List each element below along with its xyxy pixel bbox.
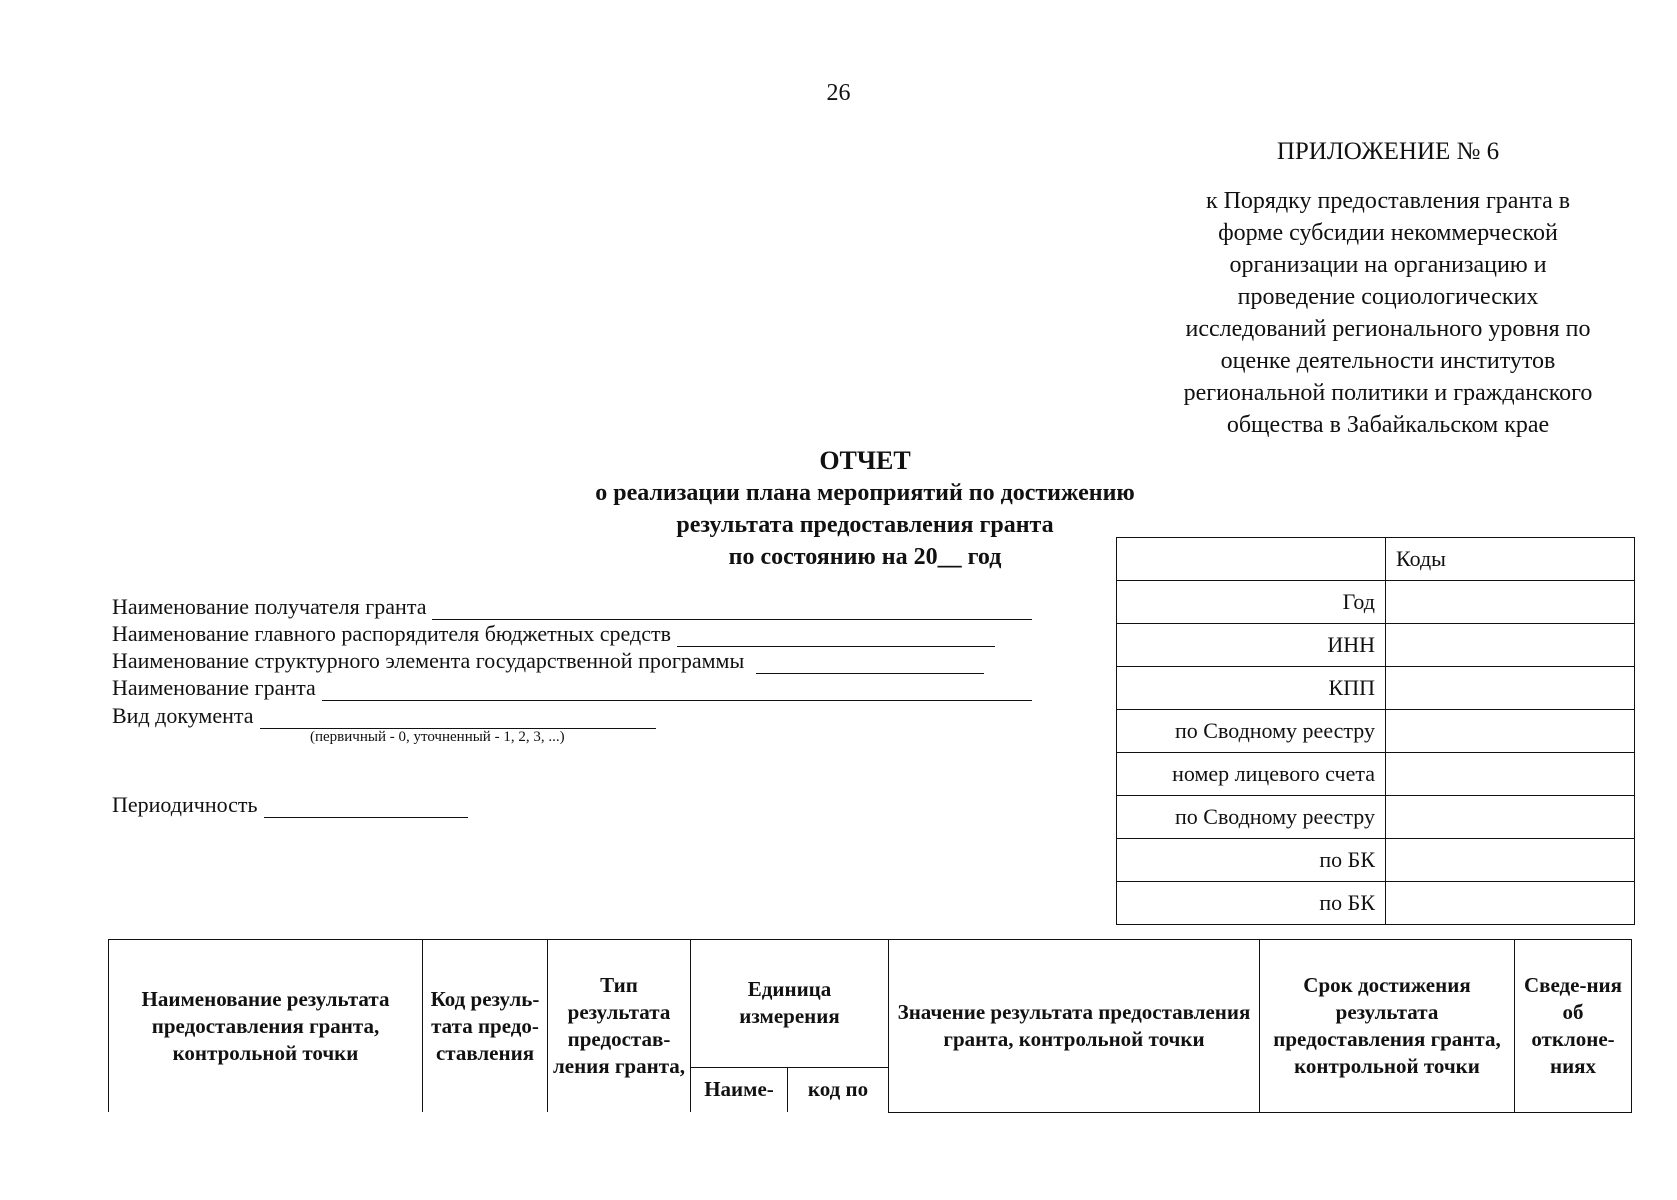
codes-row-label: по Сводному реестру [1117, 796, 1386, 839]
col-header-result-name: Наименование результата предоставления гранта, контрольной точки [109, 940, 423, 1113]
codes-row-label: номер лицевого счета [1117, 753, 1386, 796]
recipient-field [112, 594, 1032, 620]
codes-row-label: КПП [1117, 667, 1386, 710]
grant-name-label: Наименование гранта [112, 675, 316, 700]
appendix-line: организации на организацию и [1229, 252, 1547, 278]
codes-row-value[interactable] [1386, 753, 1635, 796]
codes-row-label: Год [1117, 581, 1386, 624]
codes-row [1117, 710, 1635, 753]
codes-row-label: по БК [1117, 839, 1386, 882]
appendix-line: форме субсидии некоммерческой [1218, 220, 1558, 246]
col-header-result-code: Код резуль-тата предо-ставления [423, 940, 548, 1113]
codes-row [1117, 581, 1635, 624]
doc-type-hint: (первичный - 0, уточненный - 1, 2, 3, ...) [310, 729, 565, 745]
results-table [108, 939, 1632, 1113]
codes-row [1117, 667, 1635, 710]
doc-type-field [112, 703, 656, 729]
codes-row-value[interactable] [1386, 581, 1635, 624]
codes-row [1117, 882, 1635, 925]
doc-type-label: Вид документа [112, 703, 254, 728]
col-header-value: Значение результата предоставления гранта, контрольной точки [889, 940, 1260, 1113]
appendix-description [1120, 185, 1656, 441]
codes-row-value[interactable] [1386, 624, 1635, 667]
codes-row [1117, 839, 1635, 882]
recipient-blank[interactable] [432, 599, 1032, 620]
codes-header-row [1117, 538, 1635, 581]
periodicity-blank[interactable] [264, 797, 468, 818]
col-header-unit-name: Наиме- [691, 1067, 788, 1112]
structural-element-label: Наименование структурного элемента государственной программы [112, 648, 745, 673]
codes-row-label: по БК [1117, 882, 1386, 925]
structural-element-blank[interactable] [756, 653, 984, 674]
col-header-unit: Единица измерения [691, 940, 889, 1068]
codes-row-value[interactable] [1386, 882, 1635, 925]
grant-name-blank[interactable] [322, 680, 1032, 701]
main-manager-blank[interactable] [677, 626, 995, 647]
appendix-line: общества в Забайкальском крае [1226, 412, 1550, 438]
recipient-label: Наименование получателя гранта [112, 594, 427, 619]
codes-row-label: по Сводному реестру [1117, 710, 1386, 753]
codes-table [1116, 537, 1635, 925]
appendix-line: проведение социологических [1237, 284, 1539, 310]
report-date-line: по состоянию на 20__ год [728, 544, 1002, 570]
structural-element-field [112, 648, 984, 674]
results-header-row [109, 940, 1632, 1068]
codes-row-label: ИНН [1117, 624, 1386, 667]
codes-row-value[interactable] [1386, 667, 1635, 710]
report-subtitle: результата предоставления гранта [676, 512, 1054, 538]
report-title: ОТЧЕТ [819, 446, 911, 475]
periodicity-field [112, 792, 468, 818]
col-header-deadline: Срок достижения результата предоставления гранта, контрольной точки [1260, 940, 1515, 1113]
codes-row-value[interactable] [1386, 839, 1635, 882]
appendix-line: исследований регионального уровня по [1185, 316, 1591, 342]
codes-row-value[interactable] [1386, 796, 1635, 839]
codes-header-empty [1117, 538, 1386, 581]
appendix-line: оценке деятельности институтов [1220, 348, 1556, 374]
page-number: 26 [826, 80, 851, 106]
col-header-unit-code: код по [788, 1067, 889, 1112]
periodicity-label: Периодичность [112, 792, 258, 817]
codes-row-value[interactable] [1386, 710, 1635, 753]
main-manager-label: Наименование главного распорядителя бюджетных средств [112, 621, 671, 646]
report-subtitle: о реализации плана мероприятий по достижению [595, 480, 1135, 506]
appendix-title: ПРИЛОЖЕНИЕ № 6 [1276, 138, 1500, 165]
main-manager-field [112, 621, 995, 647]
col-header-deviation: Сведе-ния об отклоне-ниях [1515, 940, 1632, 1113]
appendix-line: региональной политики и гражданского [1183, 380, 1593, 406]
codes-row [1117, 753, 1635, 796]
appendix-line: к Порядку предоставления гранта в [1205, 188, 1571, 214]
codes-header: Коды [1386, 538, 1635, 581]
codes-row [1117, 624, 1635, 667]
col-header-result-type: Тип результата предостав-ления гранта, [548, 940, 691, 1113]
grant-name-field [112, 675, 1032, 701]
doc-type-blank[interactable] [260, 708, 656, 729]
codes-row [1117, 796, 1635, 839]
